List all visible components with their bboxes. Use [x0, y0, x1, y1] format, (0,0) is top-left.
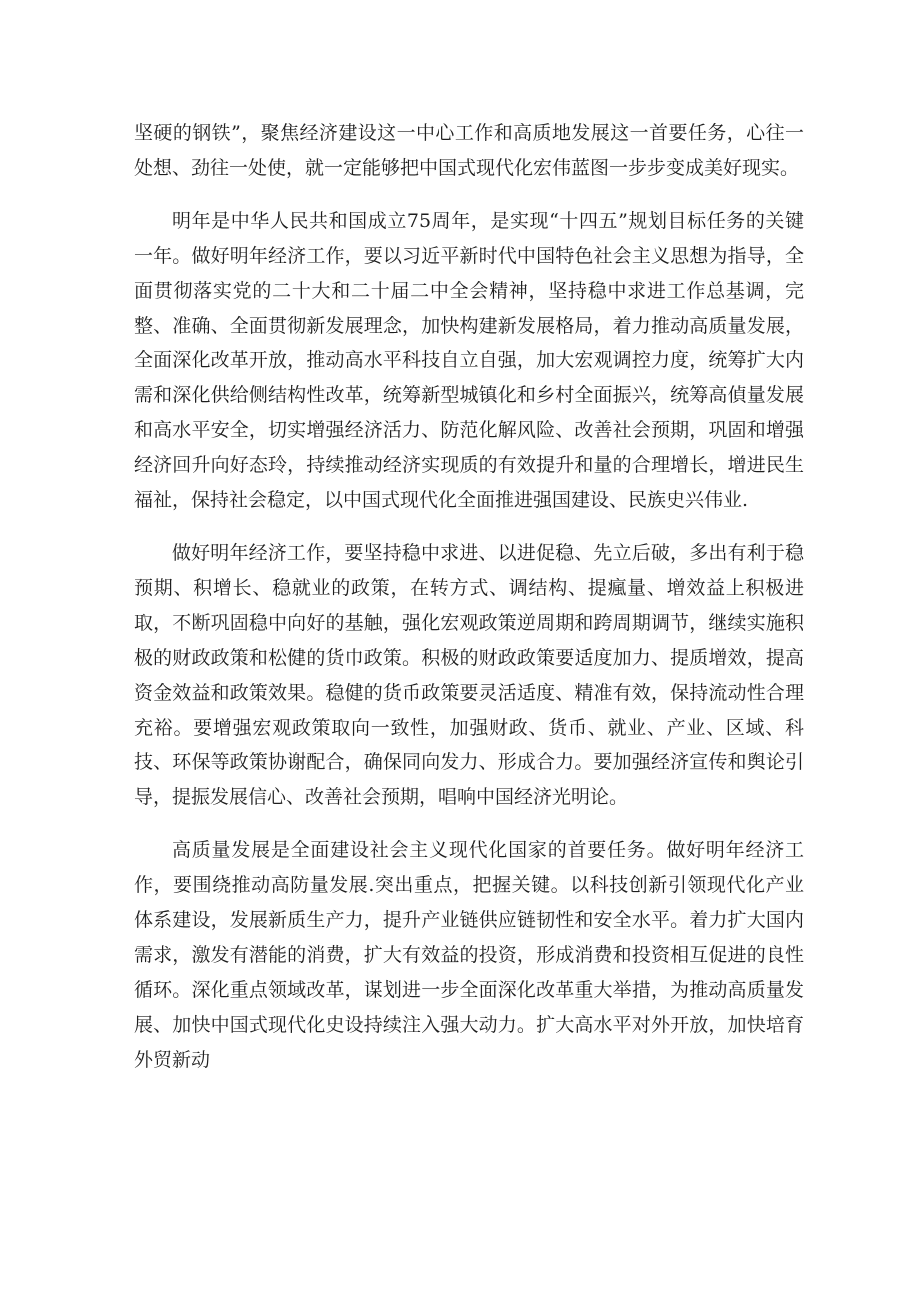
paragraph-gap — [134, 815, 804, 833]
paragraph-gap — [134, 186, 804, 204]
paragraph-steady-progress: 做好明年经济工作，要坚持稳中求进、以进促稳、先立后破，多出有利于稳预期、积增长、稳就业的政策，在转方式、调结构、提瘋量、增效益上积极进取，不断巩固稳中向好的基触，强化宏观政策逆周期和跨周期调节，继续实施积极的财政政策和松健的货巾政策。积极的财政政策要适度加力、提质增效，提高资金效益和政策效果。稳健的货币政策要灵活适度、精准有效，保持流动性合理充裕。要增强宏观政策取向一致性，加强财政、货币、就业、产业、区域、科技、环保等政策协谢配合，确保同向发力、形成合力。要加强经济宣传和舆论引导，提振发展信心、改善社会预期，唱响中国经济光明论。 — [134, 541, 804, 809]
paragraph-continuation: 坚硬的钢铁”，聚焦经济建设这一中心工作和高质地发展这一首要任务，心往一处想、劲往一处使，就一定能够把中国式现代化宏伟蓝图一步步变成美好现实。 — [134, 122, 804, 179]
paragraph-high-quality-development: 高质量发展是全面建设社会主义现代化国家的首要任务。做好明年经济工作，要围绕推动高防量发展.突出重点，把握关键。以科技创新引领现代化产业体系建设，发展新质生产力，提升产业链供应链韧性和安全水平。着力扩大国内需求，激发有潜能的消费，扩大有效益的投资，形成消费和投资相互促进的良性循环。深化重点领域改革，谋划进一步全面深化改革重大举措，为推动高质量发展、加快中国式现代化史设持续注入强大动力。扩大高水平对外开放，加快培育外贸新动 — [134, 839, 804, 1071]
document-body — [134, 116, 804, 1078]
paragraph-next-year-goals: 明年是中华人民共和国成立75周年，是实现“十四五”规划目标任务的关键一年。做好明年经济工作，要以习近平新时代中国特色社会主义思想为指导，全面贯彻落实党的二十大和二十届二中全会精神，坚持稳中求进工作总基调，完整、准确、全面贯彻新发展理念，加快构建新发展格局，着力推动高质量发展，全面深化改革开放，推动高水平科技自立自强，加大宏观调控力度，统筹扩大内需和深化供给侧结构性改革，统筹新型城镇化和乡村全面振兴，统筹高偵量发展和高水平安全，切实增强经济活力、防范化解风险、改善社会预期，巩固和增强经济回升向好态玲，持续推动经济实现质的有效提升和量的合理增长，增进民生福祉，保持社会稳定，以中国式现代化全面推进强国建设、民族史兴伟业. — [134, 209, 804, 512]
paragraph-gap — [134, 518, 804, 536]
